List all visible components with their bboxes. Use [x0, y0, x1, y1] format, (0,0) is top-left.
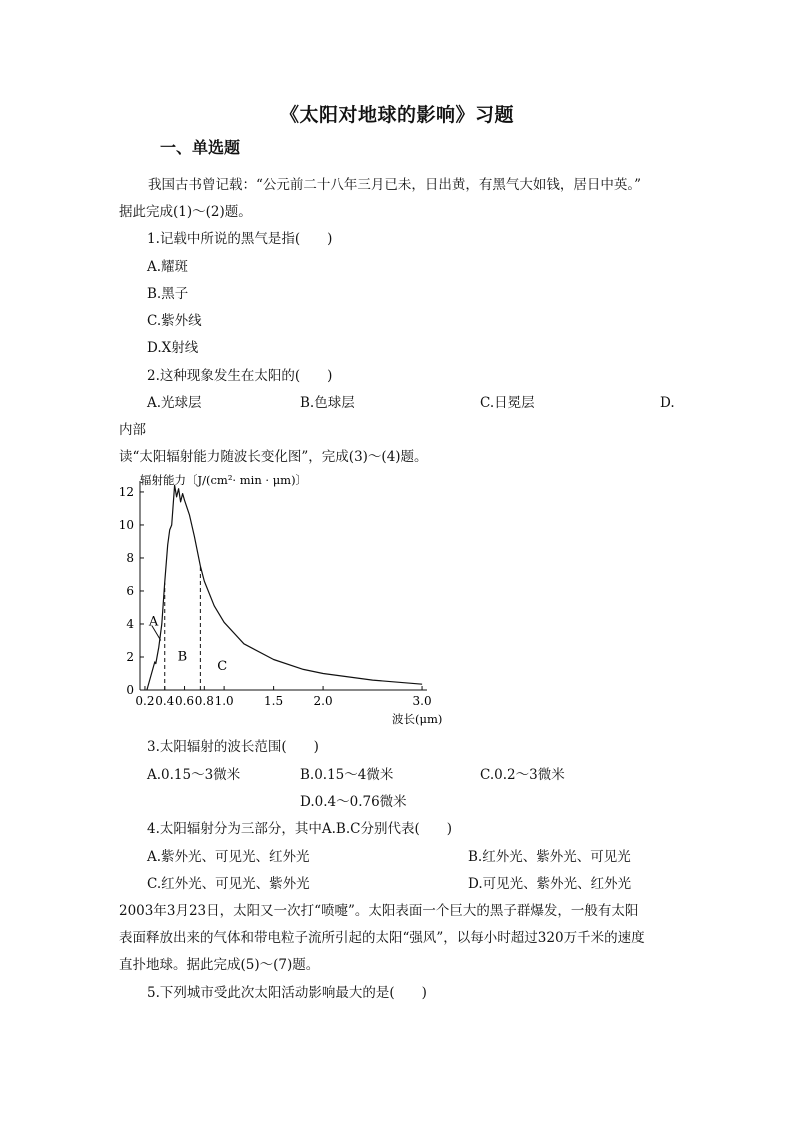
x-tick-label: 0.4: [155, 694, 175, 708]
intro2: 读“太阳辐射能力随波长变化图”，完成(3)～(4)题。: [119, 449, 428, 465]
q1-option-b: B.黑子: [147, 286, 189, 302]
question-3: 3.太阳辐射的波长范围( ): [147, 739, 319, 755]
intro3-line3: 直扑地球。据此完成(5)～(7)题。: [119, 957, 320, 973]
y-tick-label: 12: [118, 484, 134, 499]
document-title: 《太阳对地球的影响》习题: [279, 104, 514, 126]
radiation-curve: [147, 485, 422, 690]
q4-option-c: C.红外光、可见光、紫外光: [147, 876, 310, 892]
x-axis-label: 波长(μm): [392, 712, 443, 726]
x-tick-label: 0.2: [135, 694, 155, 708]
q4-option-b: B.红外光、紫外光、可见光: [468, 849, 631, 865]
x-tick-label: 0.6: [174, 694, 195, 708]
y-tick-label: 0: [126, 683, 134, 697]
q2-option-b: B.色球层: [300, 395, 355, 411]
y-axis-label: 辐射能力〔J/(cm²· min · μm)〕: [140, 473, 308, 487]
intro1-line1: 我国古书曾记载：“公元前二十八年三月已未，日出黄，有黑气大如钱，居日中英。”: [148, 177, 642, 193]
q1-option-a: A.耀斑: [147, 259, 189, 275]
solar-radiation-chart: [110, 470, 460, 732]
y-tick-label: 8: [126, 550, 134, 565]
intro1-line2: 据此完成(1)～(2)题。: [119, 204, 252, 220]
q2-option-d: D.: [660, 395, 675, 411]
question-5: 5.下列城市受此次太阳活动影响最大的是( ): [147, 985, 427, 1001]
q1-option-d: D.X射线: [147, 340, 199, 356]
chart-marks: [147, 485, 422, 690]
y-tick-label: 10: [118, 517, 134, 532]
q1-option-c: C.紫外线: [147, 313, 202, 329]
chart-axes: [119, 481, 432, 708]
question-1: 1.记载中所说的黑气是指( ): [147, 231, 333, 247]
q3-option-b: B.0.15～4微米: [300, 767, 394, 783]
region-label-a: A: [148, 614, 159, 630]
q3-option-c: C.0.2～3微米: [480, 767, 565, 783]
question-4: 4.太阳辐射分为三部分，其中A.B.C分别代表( ): [147, 821, 452, 837]
q2-option-d-text: 内部: [119, 422, 146, 438]
question-2: 2.这种现象发生在太阳的( ): [147, 368, 333, 384]
q3-option-d: D.0.4～0.76微米: [300, 794, 407, 810]
y-tick-label: 6: [126, 583, 134, 598]
region-label-c: C: [217, 659, 228, 675]
intro3-line1: 2003年3月23日，太阳又一次打“喷嚏”。太阳表面一个巨大的黑子群爆发，一般有太阳: [119, 903, 639, 919]
x-tick-label: 3.0: [412, 694, 432, 708]
section-heading: 一、单选题: [160, 138, 241, 157]
x-tick-label: 2.0: [313, 694, 333, 708]
x-tick-label: 1.5: [264, 694, 284, 708]
x-tick-label: 1.0: [214, 694, 234, 708]
y-tick-label: 4: [126, 616, 134, 631]
q3-option-a: A.0.15～3微米: [147, 767, 241, 783]
intro3-line2: 表面释放出来的气体和带电粒子流所引起的太阳“强风”，以每小时超过320万千米的速度: [119, 930, 645, 946]
q2-option-a: A.光球层: [147, 395, 202, 411]
q2-option-c: C.日冕层: [480, 395, 535, 411]
y-tick-label: 2: [126, 649, 134, 664]
region-label-b: B: [177, 649, 188, 665]
q4-option-a: A.紫外光、可见光、红外光: [147, 849, 310, 865]
x-tick-label: 0.8: [194, 694, 214, 708]
q4-option-d: D.可见光、紫外光、红外光: [468, 876, 632, 892]
